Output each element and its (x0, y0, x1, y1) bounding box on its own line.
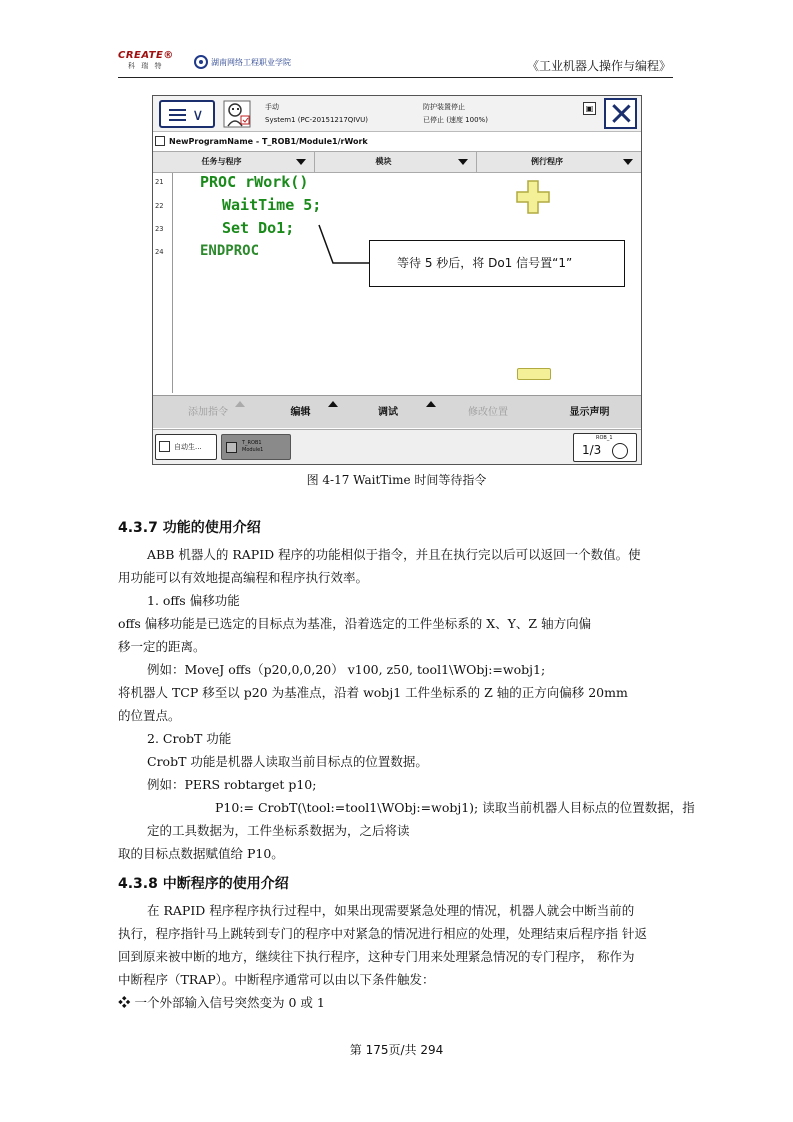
paragraph-line: 例如：MoveJ offs（p20,0,0,20） v100, z50, tool1\WObj:=wobj1; (147, 662, 546, 677)
paragraph-line: 中断程序（TRAP）。中断程序通常可以由以下条件触发： (118, 972, 435, 987)
chevron-down-icon: ∨ (192, 105, 204, 124)
page-header (118, 50, 673, 78)
paragraph-line: 1. offs 偏移功能 (147, 593, 240, 608)
code-line[interactable]: ENDPROC (200, 243, 260, 259)
code-line[interactable]: PROC rWork() (200, 173, 309, 191)
paragraph-line: offs 偏移功能是已选定的目标点为基准，沿着选定的工件坐标系的 X、Y、Z 轴方向偏 (118, 616, 592, 631)
status-right: 防护装置停止 已停止 (速度 100%) (423, 103, 488, 124)
paragraph-line: 取的目标点数据赋值给 P10。 (118, 846, 284, 861)
column-header-bar (153, 151, 641, 173)
caret-up-icon (426, 401, 436, 407)
paragraph-line: 用功能可以有效地提高编程和程序执行效率。 (118, 570, 369, 585)
school-seal-icon (194, 55, 208, 69)
tab-routines[interactable]: 例行程序 (477, 152, 641, 172)
flexpendant-screenshot (152, 95, 642, 465)
debug-button[interactable]: 调试 (338, 396, 438, 429)
paragraph-line: 执行，程序指针马上跳转到专门的程序中对紧急的情况进行相应的处理，处理结束后程序指 针返 (118, 926, 647, 941)
modify-position-button[interactable]: 修改位置 (468, 407, 508, 418)
school-name: 湖南网络工程职业学院 (211, 57, 291, 67)
dropdown-arrow-icon (296, 159, 306, 165)
page-number: 第 175页/共 294 (349, 1043, 444, 1057)
section-heading: 4.3.8 中断程序的使用介绍 (118, 876, 289, 892)
paragraph-line: ABB 机器人的 RAPID 程序的功能相似于指令，并且在执行完以后可以返回一个数值。使 (147, 547, 641, 562)
create-logo: CREATE® 科 瑞 特 (118, 50, 174, 70)
speed-gauge-icon (612, 443, 628, 459)
caret-up-icon (235, 401, 245, 407)
zoom-in-plus-icon[interactable] (515, 179, 551, 215)
robot-status-icon (223, 100, 251, 128)
minimize-icon[interactable]: ▣ (583, 102, 596, 115)
book-title: 《工业机器人操作与编程》 (526, 59, 671, 73)
paragraph-line: CrobT 功能是机器人读取当前目标点的位置数据。 (147, 754, 428, 769)
menu-icon (169, 109, 186, 121)
line-number: 24 (155, 248, 164, 256)
line-number: 22 (155, 202, 164, 210)
tab-modules[interactable]: 模块 (315, 152, 477, 172)
paragraph-line: 例如：PERS robtarget p10; (147, 777, 317, 792)
window-icon (159, 441, 170, 452)
paragraph-line: 在 RAPID 程序程序执行过程中，如果出现需要紧急处理的情况，机器人就会中断当前的 (147, 903, 635, 918)
paragraph-line: P10:= CrobT(\tool:=tool1\WObj:=wobj1); 读取当前机器人目标点的位置数据，指 (215, 800, 695, 815)
taskbar-item-program[interactable]: T_ROB1 Module1 (221, 434, 291, 460)
caret-up-icon (328, 401, 338, 407)
section-heading: 4.3.7 功能的使用介绍 (118, 520, 261, 536)
show-declaration-button[interactable]: 显示声明 (569, 407, 610, 418)
paragraph-line: 2. CrobT 功能 (147, 731, 232, 746)
add-instruction-button[interactable]: 添加指令 (153, 396, 263, 429)
paragraph-line: 移一定的距离。 (118, 639, 206, 654)
tab-tasks[interactable]: 任务与程序 (153, 152, 315, 172)
quickset-button[interactable]: ROB_1 1/3 (573, 433, 637, 462)
figure-caption: 图 4-17 WaitTime 时间等待指令 (306, 473, 487, 487)
program-path: NewProgramName - T_ROB1/Module1/rWork (153, 132, 641, 151)
program-icon (226, 442, 237, 453)
annotation-callout: 等待 5 秒后，将 Do1 信号置“1” (369, 240, 625, 287)
code-line[interactable]: WaitTime 5; (222, 196, 322, 214)
school-logo (194, 52, 291, 72)
program-icon (155, 136, 165, 146)
edit-button[interactable]: 编辑 (263, 396, 338, 429)
code-line[interactable]: Set Do1; (222, 219, 295, 237)
main-menu-button[interactable] (159, 100, 215, 128)
close-button[interactable] (604, 98, 637, 129)
bullet-line: ❖ 一个外部输入信号突然变为 0 或 1 (118, 995, 325, 1010)
zoom-out-minus-icon[interactable] (517, 368, 551, 380)
bottom-command-bar (153, 395, 641, 428)
status-left: 手动 System1 (PC-20151217QIVU) (265, 103, 368, 124)
paragraph-line: 的位置点。 (118, 708, 181, 723)
paragraph-line: 将机器人 TCP 移至以 p20 为基准点，沿着 wobj1 工件坐标系的 Z 轴的正方向偏移 20mm (118, 685, 628, 700)
line-number: 21 (155, 178, 164, 186)
dropdown-arrow-icon (458, 159, 468, 165)
taskbar-item-auto[interactable]: 自动生... (155, 434, 217, 460)
title-bar (153, 96, 641, 132)
dropdown-arrow-icon (623, 159, 633, 165)
line-number: 23 (155, 225, 164, 233)
taskbar (153, 429, 641, 464)
paragraph-line: 定的工具数据为，工件坐标系数据为，之后将读 (147, 823, 410, 838)
code-editor[interactable] (153, 173, 641, 393)
paragraph-line: 回到原来被中断的地方，继续往下执行程序，这种专门用来处理紧急情况的专门程序， 称作为 (118, 949, 635, 964)
